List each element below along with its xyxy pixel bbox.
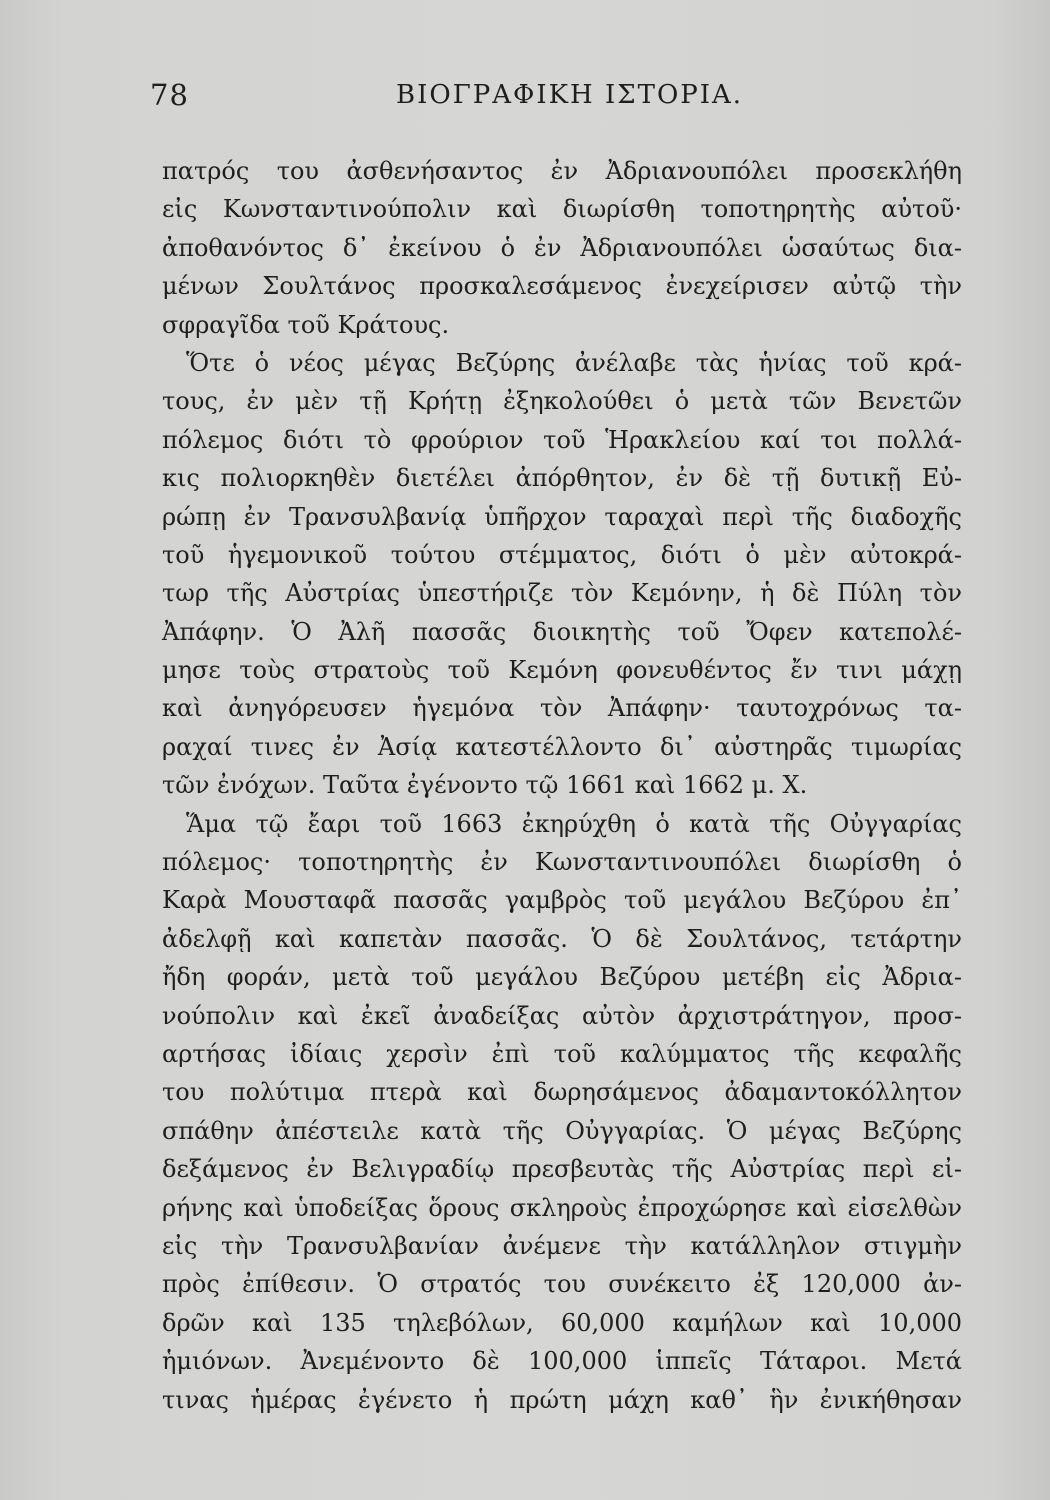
text-line: ρήνης καὶ ὑποδείξας ὅρους σκληροὺς ἐπροχώρησε καὶ εἰσελθὼν bbox=[162, 1193, 962, 1222]
text-line: δεξάμενος ἐν Βελιγραδίῳ πρεσβευτὰς τῆς Αὐστρίας περὶ εἰ- bbox=[162, 1155, 962, 1184]
text-line: εἰς Κωνσταντινούπολιν καὶ διωρίσθη τοποτηρητὴς αὐτοῦ· bbox=[162, 195, 962, 224]
body-text bbox=[162, 152, 962, 1419]
text-line: εἰς τὴν Τρανσυλβανίαν ἀνέμενε τὴν κατάλληλον στιγμὴν bbox=[162, 1231, 962, 1260]
text-line: ραχαί τινες ἐν Ἀσίᾳ κατεστέλλοντο δι᾽ αὐστηρᾶς τιμωρίας bbox=[162, 732, 962, 761]
text-line: ἀποθανόντος δ᾽ ἐκείνου ὁ ἐν Ἀδριανουπόλει ὡσαύτως δια- bbox=[162, 233, 962, 262]
text-line: μησε τοὺς στρατοὺς τοῦ Κεμόνη φονευθέντος ἔν τινι μάχῃ bbox=[162, 656, 962, 685]
page-number: 78 bbox=[150, 78, 189, 112]
text-line: δρῶν καὶ 135 τηλεβόλων, 60,000 καμήλων καὶ 10,000 bbox=[162, 1308, 962, 1337]
text-line: Ἀπάφην. Ὁ Ἀλῆ πασσᾶς διοικητὴς τοῦ Ὄφεν κατεπολέ- bbox=[162, 617, 962, 646]
text-line: πόλεμος· τοποτηρητὴς ἐν Κωνσταντινουπόλει διωρίσθη ὁ bbox=[162, 848, 962, 877]
text-line: ἡμιόνων. Ἀνεμένοντο δὲ 100,000 ἱππεῖς Τάταροι. Μετά bbox=[162, 1347, 962, 1376]
text-line: τινας ἡμέρας ἐγένετο ἡ πρώτη μάχη καθ᾽ ἣν ἐνικήθησαν bbox=[162, 1385, 962, 1414]
text-line: ἤδη φοράν, μετὰ τοῦ μεγάλου Βεζύρου μετέβη εἰς Ἀδρια- bbox=[162, 963, 962, 992]
text-line: πόλεμος διότι τὸ φρούριον τοῦ Ἡρακλείου καί τοι πολλά- bbox=[162, 425, 962, 454]
text-line: του πολύτιμα πτερὰ καὶ δωρησάμενος ἀδαμαντοκόλλητον bbox=[162, 1078, 962, 1107]
text-line: καὶ ἀνηγόρευσεν ἡγεμόνα τὸν Ἀπάφην· ταυτοχρόνως τα- bbox=[162, 694, 962, 723]
text-line: σπάθην ἀπέστειλε κατὰ τῆς Οὐγγαρίας. Ὁ μέγας Βεζύρης bbox=[162, 1116, 962, 1145]
text-line: νούπολιν καὶ ἐκεῖ ἀναδείξας αὐτὸν ἀρχιστράτηγον, προσ- bbox=[162, 1001, 962, 1030]
text-line: ἀδελφῇ καὶ καπετὰν πασσᾶς. Ὁ δὲ Σουλτάνος, τετάρτην bbox=[162, 924, 962, 953]
text-line: πατρός του ἀσθενήσαντος ἐν Ἀδριανουπόλει προσεκλήθη bbox=[162, 157, 962, 185]
running-title: ΒΙΟΓΡΑΦΙΚΗ ΙΣΤΟΡΙΑ. bbox=[396, 80, 744, 110]
text-line: ρώπῃ ἐν Τρανσυλβανίᾳ ὑπῆρχον ταραχαὶ περὶ τῆς διαδοχῆς bbox=[162, 502, 962, 531]
text-line: κις πολιορκηθὲν διετέλει ἀπόρθητον, ἐν δὲ τῇ δυτικῇ Εὐ- bbox=[162, 464, 962, 493]
text-line: τῶν ἐνόχων. Ταῦτα ἐγένοντο τῷ 1661 καὶ 1662 μ. Χ. bbox=[162, 771, 808, 800]
text-line: σφραγῖδα τοῦ Κράτους. bbox=[162, 310, 450, 339]
text-line: αρτήσας ἰδίαις χερσὶν ἐπὶ τοῦ καλύμματος τῆς κεφαλῆς bbox=[162, 1039, 962, 1068]
text-line: πρὸς ἐπίθεσιν. Ὁ στρατός του συνέκειτο ἐξ 120,000 ἀν- bbox=[162, 1270, 962, 1299]
text-line: μένων Σουλτάνος προσκαλεσάμενος ἐνεχείρισεν αὐτῷ τὴν bbox=[162, 272, 962, 301]
text-line: τους, ἐν μὲν τῇ Κρήτῃ ἐξηκολούθει ὁ μετὰ τῶν Βενετῶν bbox=[162, 387, 962, 416]
text-line: Καρὰ Μουσταφᾶ πασσᾶς γαμβρὸς τοῦ μεγάλου Βεζύρου ἐπ᾽ bbox=[162, 886, 962, 915]
text-line: τοῦ ἡγεμονικοῦ τούτου στέμματος, διότι ὁ μὲν αὐτοκρά- bbox=[162, 540, 962, 569]
text-line: τωρ τῆς Αὐστρίας ὑπεστήριζε τὸν Κεμόνην, ἡ δὲ Πύλη τὸν bbox=[162, 579, 962, 608]
page-header bbox=[150, 78, 930, 118]
text-line: Ὅτε ὁ νέος μέγας Βεζύρης ἀνέλαβε τὰς ἡνίας τοῦ κρά- bbox=[186, 348, 962, 377]
text-line: Ἅμα τῷ ἔαρι τοῦ 1663 ἐκηρύχθη ὁ κατὰ τῆς Οὐγγαρίας bbox=[186, 809, 962, 838]
